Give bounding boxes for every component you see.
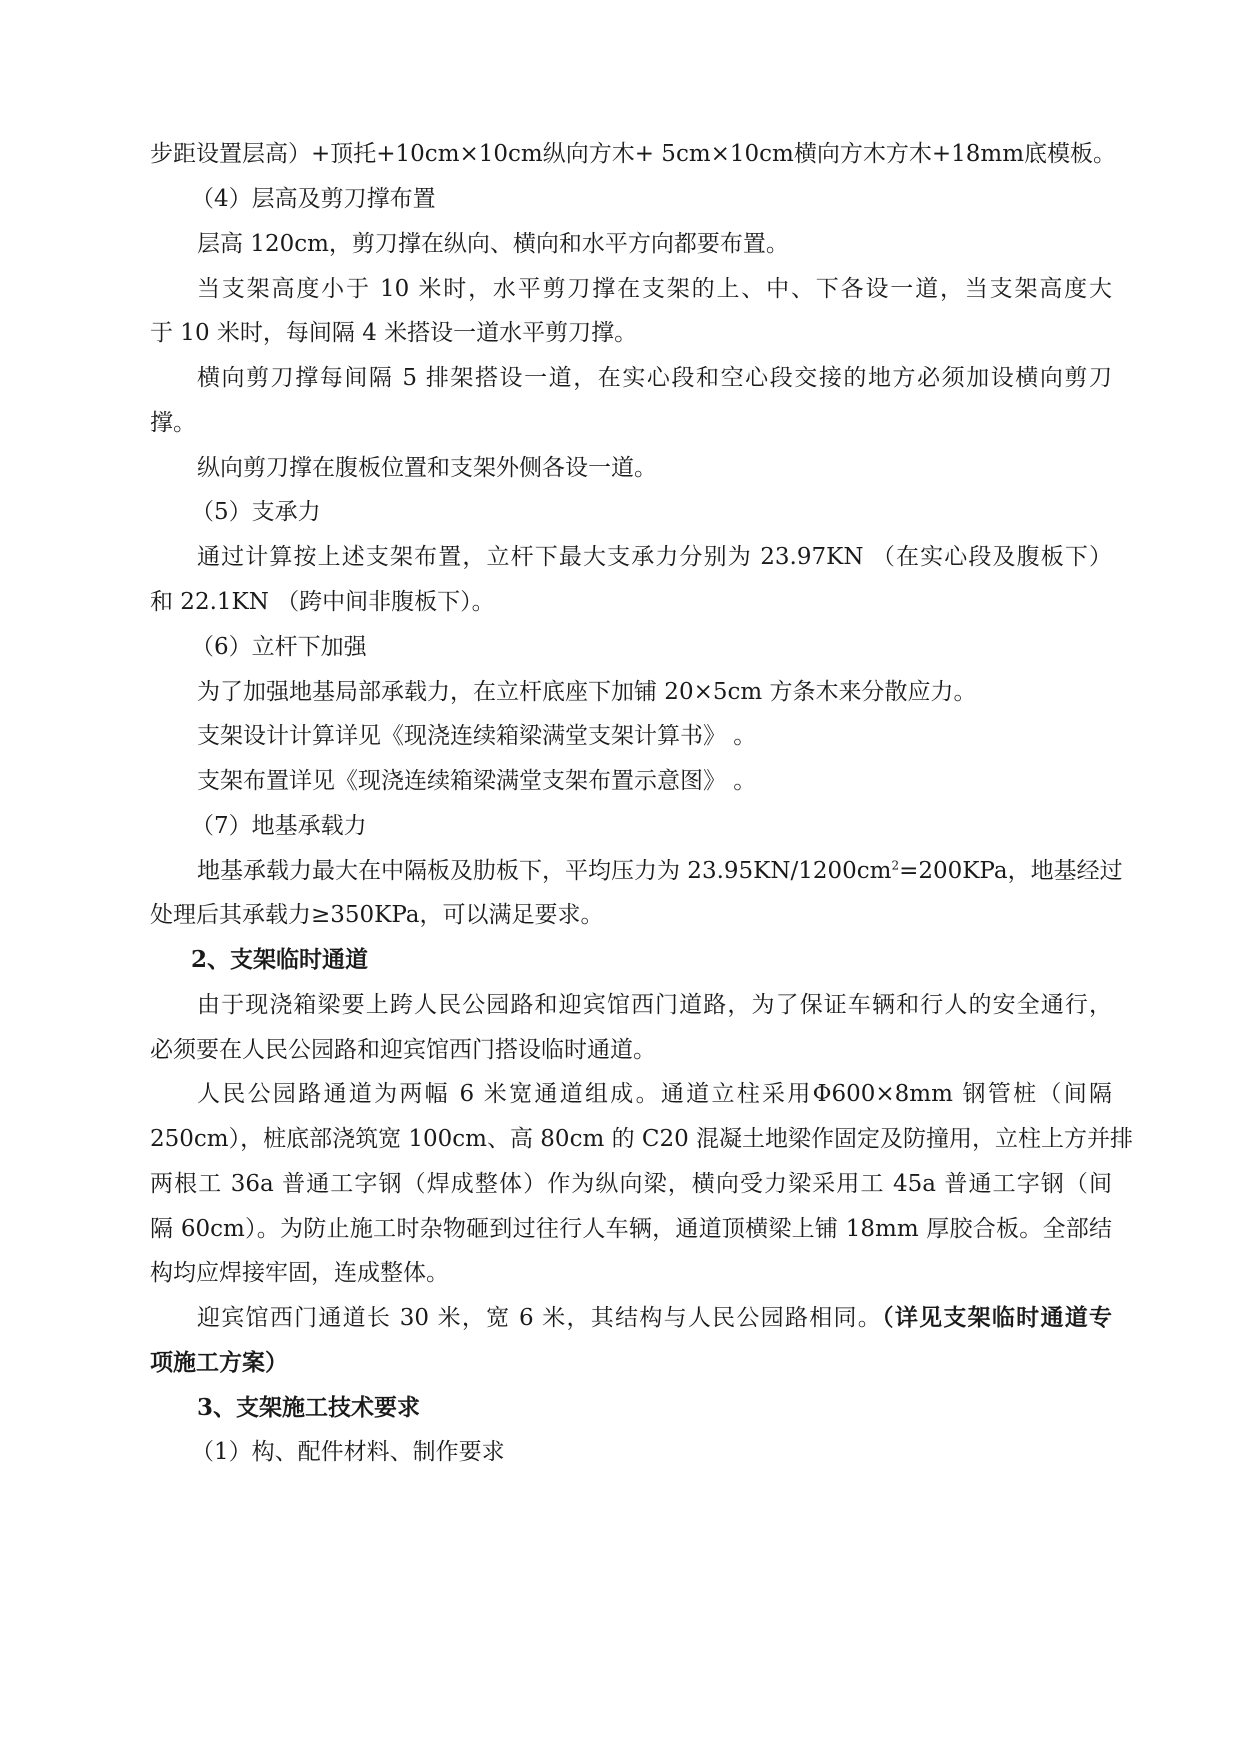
text-line: 处理后其承载力≥350KPa，可以满足要求。 (150, 902, 604, 928)
text-line: 必须要在人民公园路和迎宾馆西门搭设临时通道。 (150, 1037, 656, 1063)
text-line: 步距设置层高）+顶托+10cm×10cm纵向方木+ 5cm×10cm横向方木方木+18mm底模板。 (150, 141, 1117, 167)
item-heading-7: （7）地基承载力 (191, 813, 367, 839)
text-line: 构均应焊接牢固，连成整体。 (150, 1260, 449, 1286)
bold-reference: （详见支架临时通道专 (882, 1304, 1112, 1331)
text-line: 和 22.1KN （跨中间非腹板下）。 (150, 589, 495, 615)
text-line: 由于现浇箱梁要上跨人民公园路和迎宾馆西门道路，为了保证车辆和行人的安全通行， (197, 992, 1112, 1018)
text-line: 隔 60cm）。为防止施工时杂物砸到过往行人车辆，通道顶横梁上铺 18mm 厚胶合板。全部结 (150, 1216, 1112, 1242)
item-heading-4: （4）层高及剪刀撑布置 (191, 186, 436, 212)
text-line: 通过计算按上述支架布置，立杆下最大支承力分别为 23.97KN （在实心段及腹板下） (197, 544, 1112, 570)
text-line (197, 1303, 1112, 1333)
text-line: 撑。 (150, 410, 196, 436)
text-line: 层高 120cm，剪刀撑在纵向、横向和水平方向都要布置。 (197, 231, 789, 257)
text-run: =200KPa，地基经过 (899, 858, 1123, 884)
item-heading-1: （1）构、配件材料、制作要求 (191, 1439, 505, 1465)
item-heading-6: （6）立杆下加强 (191, 634, 367, 660)
text-line: 支架设计计算详见《现浇连续箱梁满堂支架计算书》 。 (197, 723, 757, 749)
text-line: 横向剪刀撑每间隔 5 排架搭设一道，在实心段和空心段交接的地方必须加设横向剪刀 (197, 365, 1112, 391)
text-line: 于 10 米时，每间隔 4 米搭设一道水平剪刀撑。 (150, 320, 638, 346)
bold-reference-cont: 项施工方案） (150, 1349, 288, 1376)
text-line: 当支架高度小于 10 米时，水平剪刀撑在支架的上、中、下各设一道，当支架高度大 (197, 276, 1112, 302)
section-heading-2: 2、支架临时通道 (191, 946, 369, 973)
text-run: 地基承载力最大在中隔板及肋板下，平均压力为 23.95KN/1200cm (197, 858, 892, 884)
text-line: 250cm），桩底部浇筑宽 100cm、高 80cm 的 C20 混凝土地梁作固定及防撞用，立柱上方并排 (150, 1126, 1134, 1152)
text-line: 人民公园路通道为两幅 6 米宽通道组成。通道立柱采用Φ600×8mm 钢管桩（间隔 (197, 1081, 1112, 1107)
section-heading-3: 3、支架施工技术要求 (197, 1394, 421, 1421)
text-line: 为了加强地基局部承载力，在立杆底座下加铺 20×5cm 方条木来分散应力。 (197, 679, 977, 705)
text-line: 纵向剪刀撑在腹板位置和支架外侧各设一道。 (197, 455, 657, 481)
text-run: 迎宾馆西门通道长 30 米，宽 6 米，其结构与人民公园路相同。 (197, 1305, 883, 1331)
item-heading-5: （5）支承力 (191, 499, 321, 525)
superscript: 2 (891, 858, 900, 873)
text-line (197, 856, 1123, 886)
text-line: 支架布置详见《现浇连续箱梁满堂支架布置示意图》 。 (197, 768, 757, 794)
text-line: 两根工 36a 普通工字钢（焊成整体）作为纵向梁，横向受力梁采用工 45a 普通工字钢（间 (150, 1171, 1112, 1197)
